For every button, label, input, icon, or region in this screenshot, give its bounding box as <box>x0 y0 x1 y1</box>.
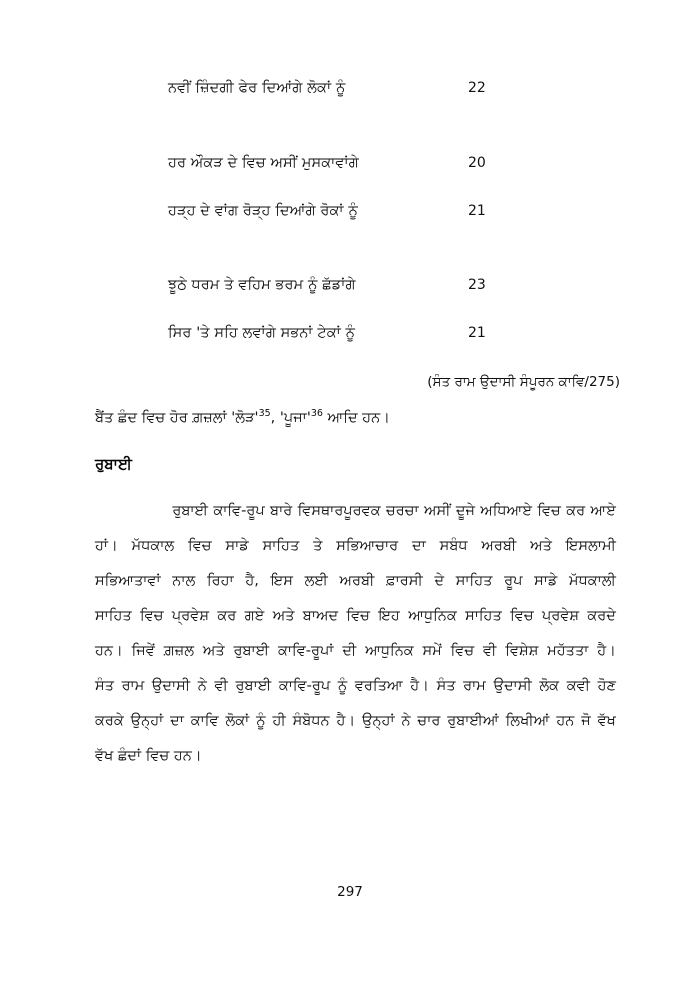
paragraph-word: ਇਸਲਾਮੀ <box>565 538 616 554</box>
paragraph-word: ਹਨ। <box>95 643 123 659</box>
verse-spacer <box>168 174 568 201</box>
paragraph-word: ਵਿਚ <box>145 748 170 764</box>
verse-citation: (ਸੰਤ ਰਾਮ ਉਦਾਸੀ ਸੰਪੂਰਨ ਕਾਵਿ/275) <box>427 374 620 390</box>
verse-line <box>168 275 568 296</box>
paragraph-line <box>95 564 616 599</box>
paragraph-word: ਉਨ੍ਹਾਂ <box>362 713 395 729</box>
body-paragraph <box>95 494 616 774</box>
paragraph-word: ਨੇ <box>197 678 207 694</box>
paragraph-word: ਜਿਵੇਂ <box>131 643 155 659</box>
paragraph-word: ਵਿਚ <box>450 643 475 659</box>
paragraph-word: ਇਸ <box>270 573 293 589</box>
paragraph-word: ਹੀ <box>272 713 286 729</box>
paragraph-word: ਦੂਜੇ <box>455 503 475 519</box>
paragraph-word: ਦਾ <box>170 713 184 729</box>
paragraph-word: ਸਾਡੇ <box>225 538 249 554</box>
paragraph-word: ਸਭਿਆਚਾਰ <box>336 538 399 554</box>
paragraph-word: ਗਏ <box>244 608 265 624</box>
paragraph-word: ਸਾਹਿਤ <box>262 538 300 554</box>
paragraph-word: ਸੰਬੋਧਨ <box>292 713 330 729</box>
paragraph-line <box>95 599 616 634</box>
paragraph-word: ਸਾਹਿਤ <box>95 608 132 624</box>
paragraph-word: ਰੁਬਾਈਆਂ <box>447 713 499 729</box>
paragraph-word: ਅਸੀਂ <box>424 503 451 519</box>
paragraph-word: ਰਾਮ <box>463 678 486 694</box>
paragraph-word: ਉਦਾਸੀ <box>493 678 532 694</box>
paragraph-word: ਵਿਚ <box>537 503 561 519</box>
paragraph-word: ਪ੍ਰਵੇਸ਼ <box>541 608 580 624</box>
paragraph-word: ਆਧੁਨਿਕ <box>408 608 457 624</box>
note-text-before: ਬੈਂਤ ਛੰਦ ਵਿਚ ਹੋਰ ਗ਼ਜ਼ਲਾਂ 'ਲੋੜ' <box>95 410 259 426</box>
paragraph-word: ਕਰਕੇ <box>95 713 124 729</box>
paragraph-word: ਆਏ <box>590 503 616 519</box>
paragraph-word: ਅਤੇ <box>202 643 225 659</box>
verse-line-text: ਹਰ ਔਕੜ ਦੇ ਵਿਚ ਅਸੀਂ ਮੁਸਕਾਵਾਂਗੇ <box>168 155 359 172</box>
paragraph-word: ਤੇ <box>313 538 323 554</box>
paragraph-word: ਰੁਬਾਈ <box>233 643 270 659</box>
paragraph-word: ਦੀ <box>342 643 357 659</box>
paragraph-word: ਦਾ <box>412 538 426 554</box>
verse-spacer <box>168 222 568 275</box>
paragraph-indent <box>95 494 167 529</box>
paragraph-word: ਵੀ <box>482 643 497 659</box>
paragraph-word: ਨੂੰ <box>256 713 266 729</box>
paragraph-line <box>95 529 616 564</box>
footnote-marker-35: 35 <box>258 408 271 420</box>
footnote-marker-36: 36 <box>310 408 323 420</box>
paragraph-word: ਦੇ <box>434 573 445 589</box>
paragraph-word: ਰੁਬਾਈ <box>172 503 208 519</box>
paragraph-word: ਵੀ <box>214 678 228 694</box>
paragraph-line <box>95 669 616 704</box>
page-number: 297 <box>337 884 363 900</box>
paragraph-word: ਬਾਅਦ <box>302 608 339 624</box>
note-text-after: ਆਦਿ ਹਨ। <box>322 410 390 426</box>
paragraph-word: ਜੋ <box>581 713 591 729</box>
paragraph-line <box>95 494 616 529</box>
verse-block <box>168 78 568 344</box>
paragraph-word: ਕਾਵਿ-ਰੂਪ <box>278 678 331 694</box>
verse-line-text: ਸਿਰ 'ਤੇ ਸਹਿ ਲਵਾਂਗੇ ਸਭਨਾਂ ਟੇਕਾਂ ਨੂੰ <box>168 325 356 342</box>
paragraph-word: ਹਨ। <box>173 748 202 764</box>
paragraph-word: ਰਿਹਾ <box>207 573 234 589</box>
paragraph-word: ਮਹੱਤਤਾ <box>547 643 589 659</box>
paragraph-word: ਵਿਚ <box>346 608 370 624</box>
paragraph-word: ਕਾਵਿ <box>190 713 219 729</box>
note-text-middle: , 'ਪੂਜਾ' <box>270 410 311 426</box>
paragraph-word: ਲਿਖੀਆਂ <box>505 713 550 729</box>
verse-line-number: 21 <box>468 325 486 342</box>
paragraph-word: ਮੱਧਕਾਲੀ <box>569 573 616 589</box>
paragraph-word: ਨੇ <box>401 713 411 729</box>
paragraph-word: ਲਈ <box>304 573 328 589</box>
paragraph-word: ਵਿਸਥਾਰਪੂਰਵਕ <box>297 503 381 519</box>
verse-line <box>168 201 568 222</box>
paragraph-word: ਸਭਿਆਤਾਵਾਂ <box>95 573 161 589</box>
paragraph-word: ਰੁਬਾਈ <box>235 678 272 694</box>
paragraph-word: ਗ਼ਜ਼ਲ <box>163 643 194 659</box>
paragraph-word: ਚਾਰ <box>417 713 441 729</box>
paragraph-word: ਹਾਂ। <box>95 538 118 554</box>
paragraph-word: ਸਾਹਿਤ <box>455 573 493 589</box>
paragraph-word: ਅਧਿਆਏ <box>480 503 532 519</box>
footnote-reference-line <box>95 410 615 426</box>
paragraph-word: ਅਰਬੀ <box>481 538 517 554</box>
paragraph-word: ਰਾਮ <box>121 678 145 694</box>
verse-spacer <box>168 99 568 153</box>
paragraph-word: ਨੂੰ <box>337 678 348 694</box>
paragraph-word: ਕਰਦੇ <box>587 608 616 624</box>
paragraph-word: ਹੈ, <box>245 573 259 589</box>
paragraph-word: ਕਵੀ <box>566 678 591 694</box>
paragraph-word: ਵਿਚ <box>140 608 164 624</box>
paragraph-line <box>95 739 616 774</box>
paragraph-word: ਚਰਚਾ <box>385 503 419 519</box>
paragraph-word: ਹੈ। <box>336 713 356 729</box>
verse-line-text: ਹੜ੍ਹ ਦੇ ਵਾਂਗ ਰੋੜ੍ਹ ਦਿਆਂਗੇ ਰੋਕਾਂ ਨੂੰ <box>168 203 358 220</box>
paragraph-word: ਅਰਬੀ <box>339 573 375 589</box>
paragraph-word: ਹੋਣ <box>597 678 616 694</box>
paragraph-line <box>95 634 616 669</box>
paragraph-word: ਆਧੁਨਿਕ <box>365 643 414 659</box>
verse-spacer <box>168 296 568 323</box>
paragraph-word: ਇਹ <box>378 608 400 624</box>
paragraph-word: ਰੂਪ <box>504 573 523 589</box>
paragraph-word: ਅਤੇ <box>272 608 295 624</box>
paragraph-word: ਲੋਕ <box>539 678 560 694</box>
paragraph-word: ਕਰ <box>566 503 586 519</box>
paragraph-word: ਅਤੇ <box>530 538 552 554</box>
paragraph-word: ਨਾਲ <box>172 573 196 589</box>
verse-line <box>168 78 568 99</box>
paragraph-word: ਛੰਦਾਂ <box>117 748 142 764</box>
verse-line-number: 23 <box>468 277 486 294</box>
paragraph-line <box>95 704 616 739</box>
paragraph-word: ਪ੍ਰਵੇਸ਼ <box>171 608 209 624</box>
section-heading-rubai: ਰੁਬਾਈ <box>95 455 132 473</box>
verse-line-number: 21 <box>468 203 486 220</box>
verse-line <box>168 153 568 174</box>
paragraph-word: ਸਾਹਿਤ <box>465 608 502 624</box>
paragraph-word: ਸਬੰਧ <box>439 538 468 554</box>
paragraph-word: ਸੰਤ <box>436 678 456 694</box>
paragraph-word: ਫ਼ਾਰਸੀ <box>386 573 423 589</box>
paragraph-word: ਸੰਤ <box>95 678 114 694</box>
verse-line <box>168 323 568 344</box>
paragraph-word: ਕਾਵਿ-ਰੂਪ <box>213 503 265 519</box>
paragraph-word: ਉਦਾਸੀ <box>151 678 191 694</box>
paragraph-word: ਉਨ੍ਹਾਂ <box>130 713 164 729</box>
paragraph-word: ਕਾਵਿ-ਰੂਪਾਂ <box>277 643 334 659</box>
paragraph-word: ਸਮੇਂ <box>422 643 442 659</box>
verse-line-number: 22 <box>468 80 486 96</box>
verse-line-number: 20 <box>468 155 486 172</box>
verse-line-text: ਨਵੀਂ ਜ਼ਿੰਦਗੀ ਫੇਰ ਦਿਆਂਗੇ ਲੋਕਾਂ ਨੂੰ <box>168 80 346 96</box>
paragraph-word: ਸਾਡੇ <box>534 573 558 589</box>
paragraph-word: ਵੱਖ <box>597 713 616 729</box>
paragraph-word: ਕਰ <box>217 608 237 624</box>
paragraph-word: ਵਿਸ਼ੇਸ਼ <box>505 643 539 659</box>
paragraph-word: ਵਰਤਿਆ <box>354 678 403 694</box>
paragraph-word: ਹੈ। <box>410 678 429 694</box>
paragraph-word: ਹਨ <box>556 713 575 729</box>
paragraph-word: ਹੈ। <box>597 643 616 659</box>
verse-line-text: ਝੂਠੇ ਧਰਮ ਤੇ ਵਹਿਮ ਭਰਮ ਨੂੰ ਛੱਡਾਂਗੇ <box>168 277 356 294</box>
paragraph-word: ਵੱਖ <box>95 748 114 764</box>
paragraph-word: ਵਿਚ <box>188 538 212 554</box>
paragraph-word: ਲੋਕਾਂ <box>225 713 250 729</box>
paragraph-word: ਬਾਰੇ <box>270 503 293 519</box>
paragraph-word: ਵਿਚ <box>510 608 534 624</box>
paragraph-word: ਮੱਧਕਾਲ <box>131 538 175 554</box>
